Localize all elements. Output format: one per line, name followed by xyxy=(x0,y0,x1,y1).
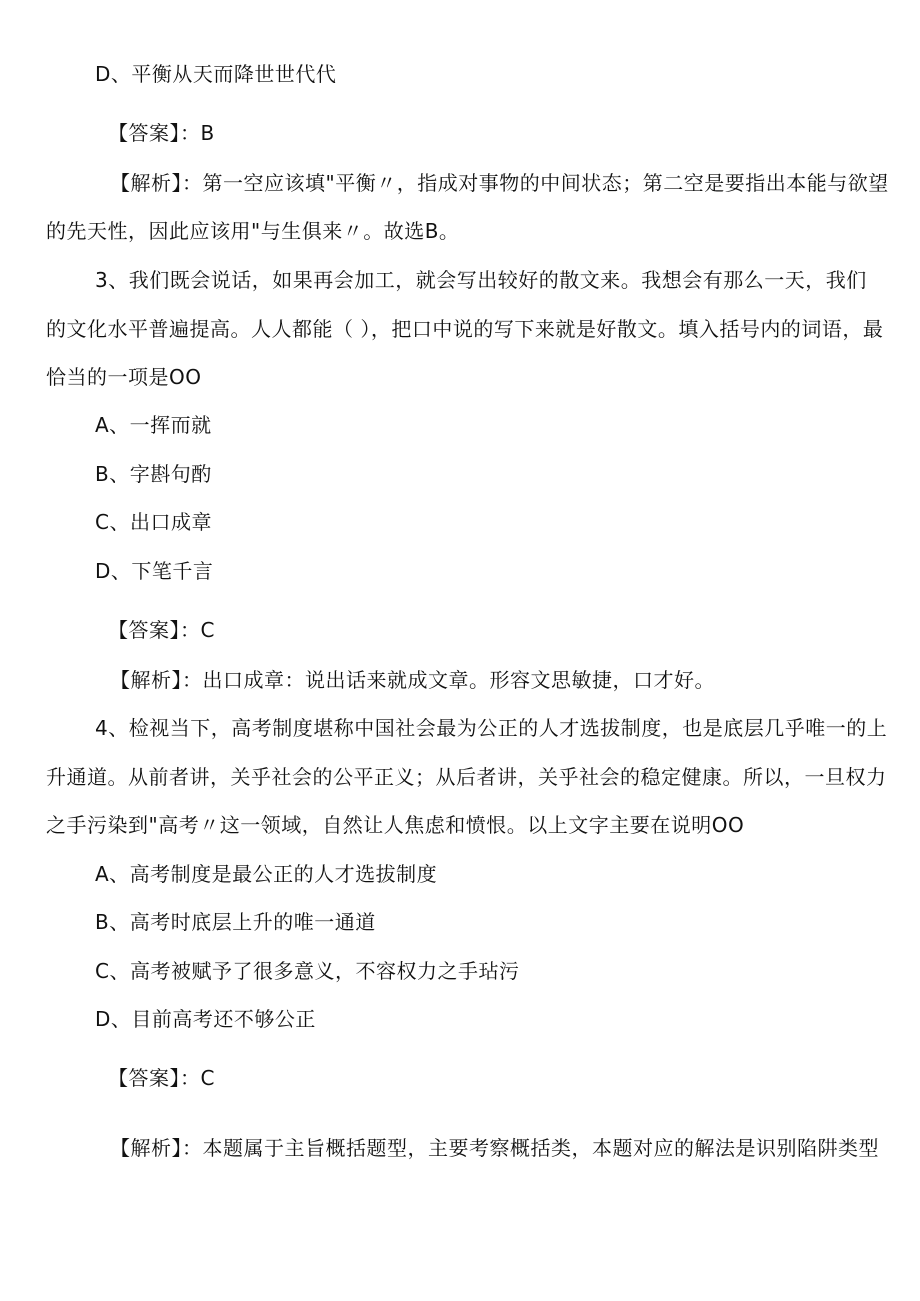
option-d-previous: D、平衡从天而降世世代代 xyxy=(95,62,337,86)
option-a: A、一挥而就 xyxy=(95,413,212,437)
answer-line: 【答案】：C xyxy=(108,618,215,642)
question-3-line-1: 3、我们既会说话，如果再会加工，就会写出较好的散文来。我想会有那么一天，我们 xyxy=(95,268,867,292)
option-c: C、出口成章 xyxy=(95,510,212,534)
question-3-line-2: 的文化水平普遍提高。人人都能（ ），把口中说的写下来就是好散文。填入括号内的词语，最 xyxy=(46,317,884,341)
option-d: D、目前高考还不够公正 xyxy=(95,1007,316,1031)
question-4-line-1: 4、检视当下，高考制度堪称中国社会最为公正的人才选拔制度，也是底层几乎唯一的上 xyxy=(95,716,888,740)
answer-line: 【答案】：B xyxy=(108,121,215,145)
option-b: B、字斟句酌 xyxy=(95,462,212,486)
question-4-line-2: 升通道。从前者讲，关乎社会的公平正义；从后者讲，关乎社会的稳定健康。所以，一旦权力 xyxy=(46,765,887,789)
option-a: A、高考制度是最公正的人才选拔制度 xyxy=(95,862,438,886)
option-c: C、高考被赋予了很多意义，不容权力之手玷污 xyxy=(95,959,520,983)
question-4-line-3: 之手污染到"高考〃这一领域，自然让人焦虑和愤恨。以上文字主要在说明OO xyxy=(46,813,745,837)
analysis-line: 【解析】：出口成章：说出话来就成文章。形容文思敏捷，口才好。 xyxy=(110,668,715,692)
question-3-line-3: 恰当的一项是OO xyxy=(46,365,202,389)
analysis-line: 【解析】：第一空应该填"平衡〃，指成对事物的中间状态；第二空是要指出本能与欲望 xyxy=(110,171,889,195)
analysis-continuation: 的先天性，因此应该用"与生俱来〃。故选B。 xyxy=(46,219,460,243)
option-d: D、下笔千言 xyxy=(95,559,214,583)
analysis-line: 【解析】：本题属于主旨概括题型，主要考察概括类，本题对应的解法是识别陷阱类型 xyxy=(110,1136,879,1160)
answer-line: 【答案】：C xyxy=(108,1066,215,1090)
option-b: B、高考时底层上升的唯一通道 xyxy=(95,910,376,934)
